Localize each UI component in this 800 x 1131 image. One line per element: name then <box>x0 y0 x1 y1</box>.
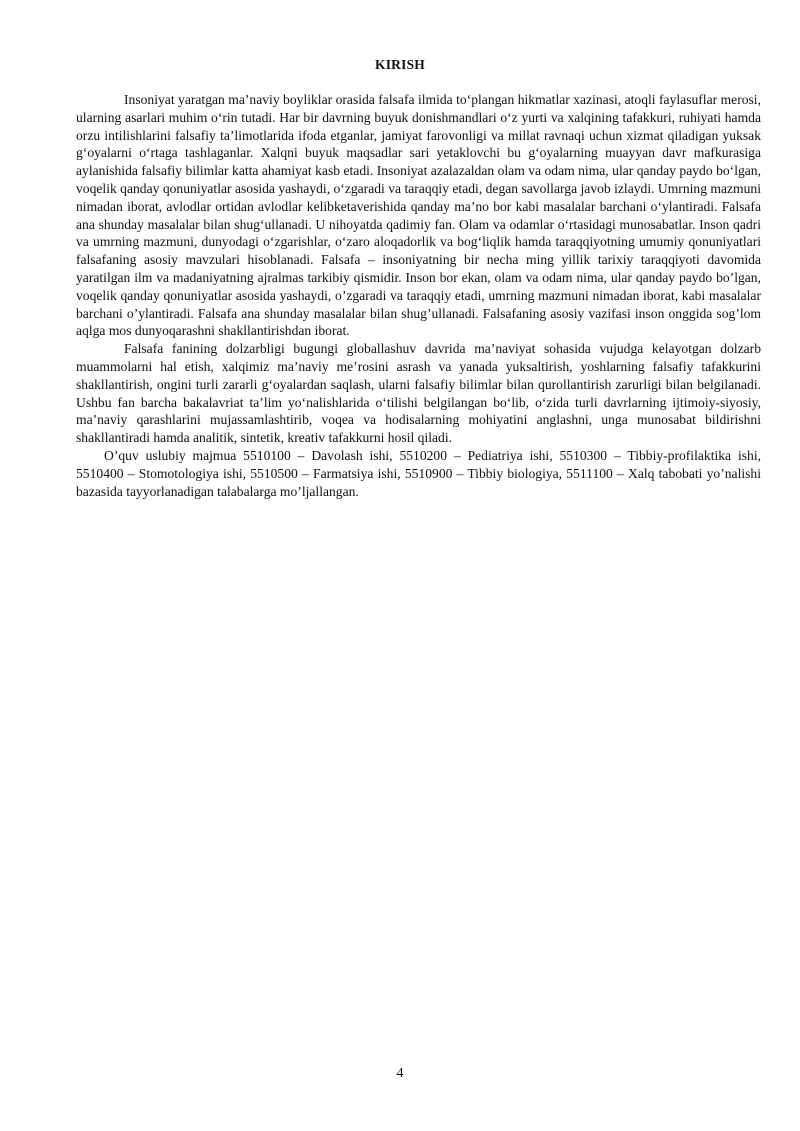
document-body <box>76 91 761 500</box>
page-title: KIRISH <box>375 57 425 72</box>
paragraph-audience: O’quv uslubiy majmua 5510100 – Davolash ishi, 5510200 – Pediatriya ishi, 5510300 – Tibbiy-profilaktika ishi, 5510400 – Stomotologiya ishi, 5510500 – Farmatsiya ishi, 5510900 – Tibbiy biologiya, 5511100 – Xalq tabobati yo’nalishi bazasida tayyorlanadigan talabalarga mo’ljallangan. <box>76 447 761 499</box>
paragraph-relevance: Falsafa fanining dolzarbligi bugungi globallashuv davrida ma’naviyat sohasida vujudga kelayotgan dolzarb muammolarni hal etish, xalqimiz ma’naviy me’rosini asrash va yanada yuksaltirish, yoshlarning falsafiy tafakkurini shakllantirish, ongini turli zararli g‘oyalardan saqlash, ularni falsafiy bilimlar bilan qurollantirish zarurligi bilan belgilanadi. Ushbu fan barcha bakalavriat ta’lim yo‘nalishlarida o‘tilishi belgilangan bo‘lib, o‘zida turli davrlarning ijtimoiy-siyosiy, ma’naviy qarashlarini mujassamlashtirib, voqea va hodisalarning mohiyatini anglashni, unga munosabat bildirishni shakllantiradi hamda analitik, sintetik, kreativ tafakkurni hosil qiladi. <box>76 341 761 446</box>
page-number: 4 <box>396 1066 404 1081</box>
paragraph-introduction: Insoniyat yaratgan ma’naviy boyliklar orasida falsafa ilmida to‘plangan hikmatlar xazinasi, atoqli faylasuflar merosi, ularning asarlari muhim o‘rin tutadi. Har bir davrning buyuk donishmandlari o‘z yurti va xalqining tafakkuri, ruhiyati hamda orzu intilishlarini falsafiy ta’limotlarida ifoda etganlar, jamiyat farovonligi va millat ravnaqi uchun xizmat qiladigan yuksak g‘oyalarni o‘rtaga tashlaganlar. Xalqni buyuk maqsadlar sari yetaklovchi bu g‘oyalarning muayyan davr mafkurasiga aylanishida falsafiy bilimlar katta ahamiyat kasb etadi. Insoniyat azalazaldan olam va odam nima, ular qanday paydo bo‘lgan, voqelik qanday qonuniyatlar asosida yashaydi, o‘zgaradi va taraqqiy etadi, degan savollarga javob izlaydi. Umrning mazmuni nimadan iborat, avlodlar ortidan avlodlar kelibketaverishida qanday ma’no bor kabi masalalar barchani o‘ylantiradi. Falsafa ana shunday masalalar bilan shug‘ullanadi. U nihoyatda qadimiy fan. Olam va odamlar o‘rtasidagi munosabatlar. Inson qadri va umrning mazmuni, dunyodagi o‘zgarishlar, o‘zaro aloqadorlik va bog‘liqlik hamda taraqqiyotning umumiy qonuniyatlari falsafaning asosiy mavzulari hisoblanadi. Falsafa – insoniyatning bir necha ming yillik tarixiy taraqqiyoti davomida yaratilgan ilm va madaniyatning ajralmas tarkibiy qismidir. Inson bor ekan, olam va odam nima, ular qanday paydo bo’lgan, voqelik qanday qonuniyatlar asosida yashaydi, o’zgaradi va taraqqiy etadi, umrning mazmuni nimadan iborat, kabi masalalar barchani o’ylantiradi. Falsafa ana shunday masalalar bilan shug’ullanadi. Falsafaning asosiy vazifasi inson onggida sog’lom aqlga mos dunyoqarashni shakllantirishdan iborat. <box>76 92 761 339</box>
